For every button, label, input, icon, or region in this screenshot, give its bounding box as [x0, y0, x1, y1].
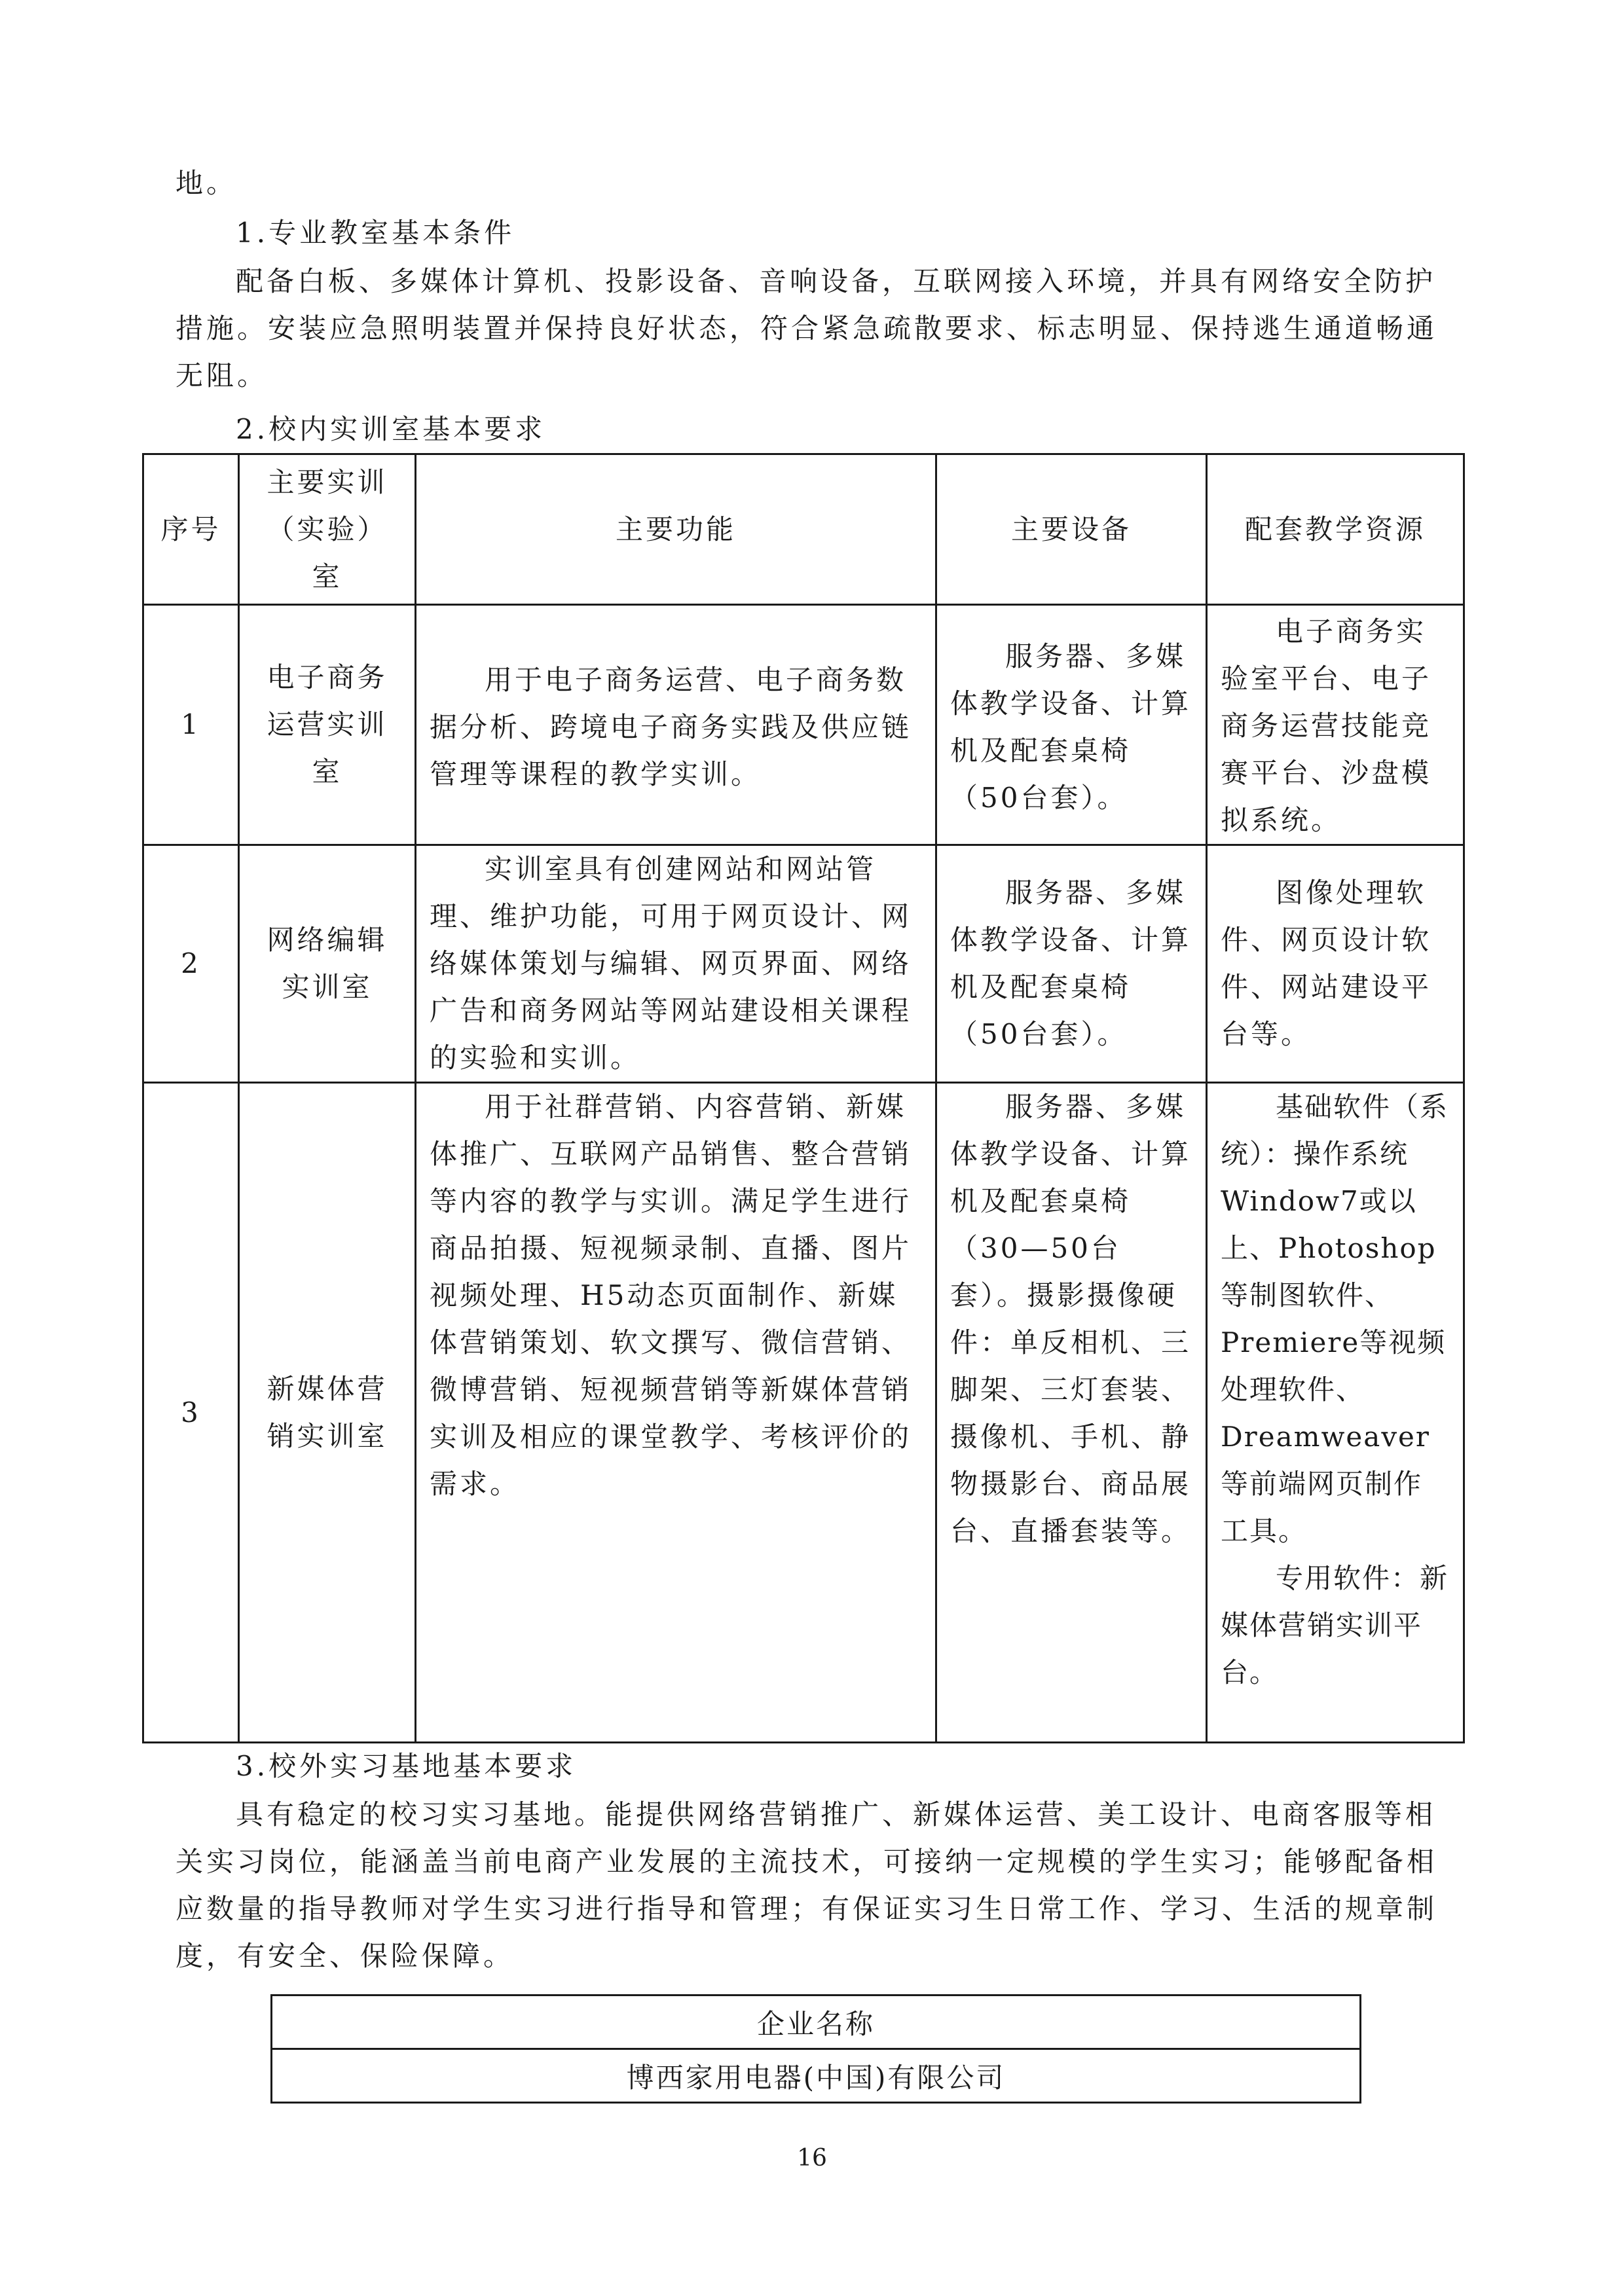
room-function: 用于社群营销、内容营销、新媒体推广、互联网产品销售、整合营销等内容的教学与实训。满足学生进行商品拍摄、短视频录制、直播、图片视频处理、H5动态页面制作、新媒体营销策划、软文撰写、微信营销、微博营销、短视频营销等新媒体营销实训及相应的课堂教学、考核评价的需求。: [416, 1083, 936, 1743]
company-name-cell: 博西家用电器(中国)有限公司: [272, 2049, 1361, 2103]
room-resources: [1207, 605, 1464, 845]
table-row: [143, 605, 1464, 845]
room-name: 新媒体营销实训室: [239, 1083, 416, 1743]
header-cell-room: 主要实训（实验）室: [239, 454, 416, 605]
table-row: [143, 845, 1464, 1083]
room-name: 电子商务运营实训室: [239, 605, 416, 845]
header-cell-equipment: 主要设备: [936, 454, 1207, 605]
paragraph-classroom: 配备白板、多媒体计算机、投影设备、音响设备，互联网接入环境，并具有网络安全防护措施。安装应急照明装置并保持良好状态，符合紧急疏散要求、标志明显、保持逃生通道畅通无阻。: [175, 265, 1438, 392]
page-number: 16: [797, 2145, 827, 2172]
resource-text: 图像处理软件、网页设计软件、网站建设平台等。: [1221, 877, 1432, 1050]
table-row: [143, 1083, 1464, 1743]
company-table: [270, 1994, 1361, 2104]
header-cell-function: 主要功能: [416, 454, 936, 605]
lab-requirements-table: [142, 453, 1465, 1743]
paragraph-internship: 具有稳定的校习实习基地。能提供网络营销推广、新媒体运营、美工设计、电商客服等相关实习岗位，能涵盖当前电商产业发展的主流技术，可接纳一定规模的学生实习；能够配备相应数量的指导教师对学生实习进行指导和管理；有保证实习生日常工作、学习、生活的规章制度，有安全、保险保障。: [175, 1798, 1438, 1972]
resource-text: 电子商务实验室平台、电子商务运营技能竞赛平台、沙盘模拟系统。: [1221, 615, 1432, 836]
room-function: 实训室具有创建网站和网站管理、维护功能，可用于网页设计、网络媒体策划与编辑、网页界面、网络广告和商务网站等网站建设相关课程的实验和实训。: [416, 845, 936, 1083]
company-header-row: [272, 1995, 1361, 2049]
room-resources: [1207, 845, 1464, 1083]
section-heading-3: 3.校外实习基地基本要求: [236, 1750, 577, 1782]
room-name: 网络编辑实训室: [239, 845, 416, 1083]
room-equipment: 服务器、多媒体教学设备、计算机及配套桌椅（50台套）。: [936, 605, 1207, 845]
section-heading-2: 2.校内实训室基本要求: [236, 413, 546, 445]
header-cell-resources: 配套教学资源: [1207, 454, 1464, 605]
header-cell-no: 序号: [143, 454, 239, 605]
room-equipment: 服务器、多媒体教学设备、计算机及配套桌椅（30—50台套）。摄影摄像硬件：单反相机、三脚架、三灯套装、摄像机、手机、静物摄影台、商品展台、直播套装等。: [936, 1083, 1207, 1743]
room-function: 用于电子商务运营、电子商务数据分析、跨境电子商务实践及供应链管理等课程的教学实训。: [416, 605, 936, 845]
table-row: [272, 2049, 1361, 2103]
row-number: 3: [143, 1083, 239, 1743]
section-heading-1: 1.专业教室基本条件: [236, 217, 515, 249]
row-number: 2: [143, 845, 239, 1083]
room-resources: [1207, 1083, 1464, 1743]
table-header-row: [143, 454, 1464, 605]
room-equipment: 服务器、多媒体教学设备、计算机及配套桌椅（50台套）。: [936, 845, 1207, 1083]
resource-text: 专用软件：新媒体营销实训平台。: [1221, 1562, 1449, 1688]
company-header-cell: 企业名称: [272, 1995, 1361, 2049]
paragraph-tail: 地。: [175, 167, 238, 199]
row-number: 1: [143, 605, 239, 845]
resource-text: 基础软件（系统）：操作系统Window7或以上、Photoshop等制图软件、Premiere等视频处理软件、Dreamweaver等前端网页制作工具。: [1221, 1091, 1449, 1547]
